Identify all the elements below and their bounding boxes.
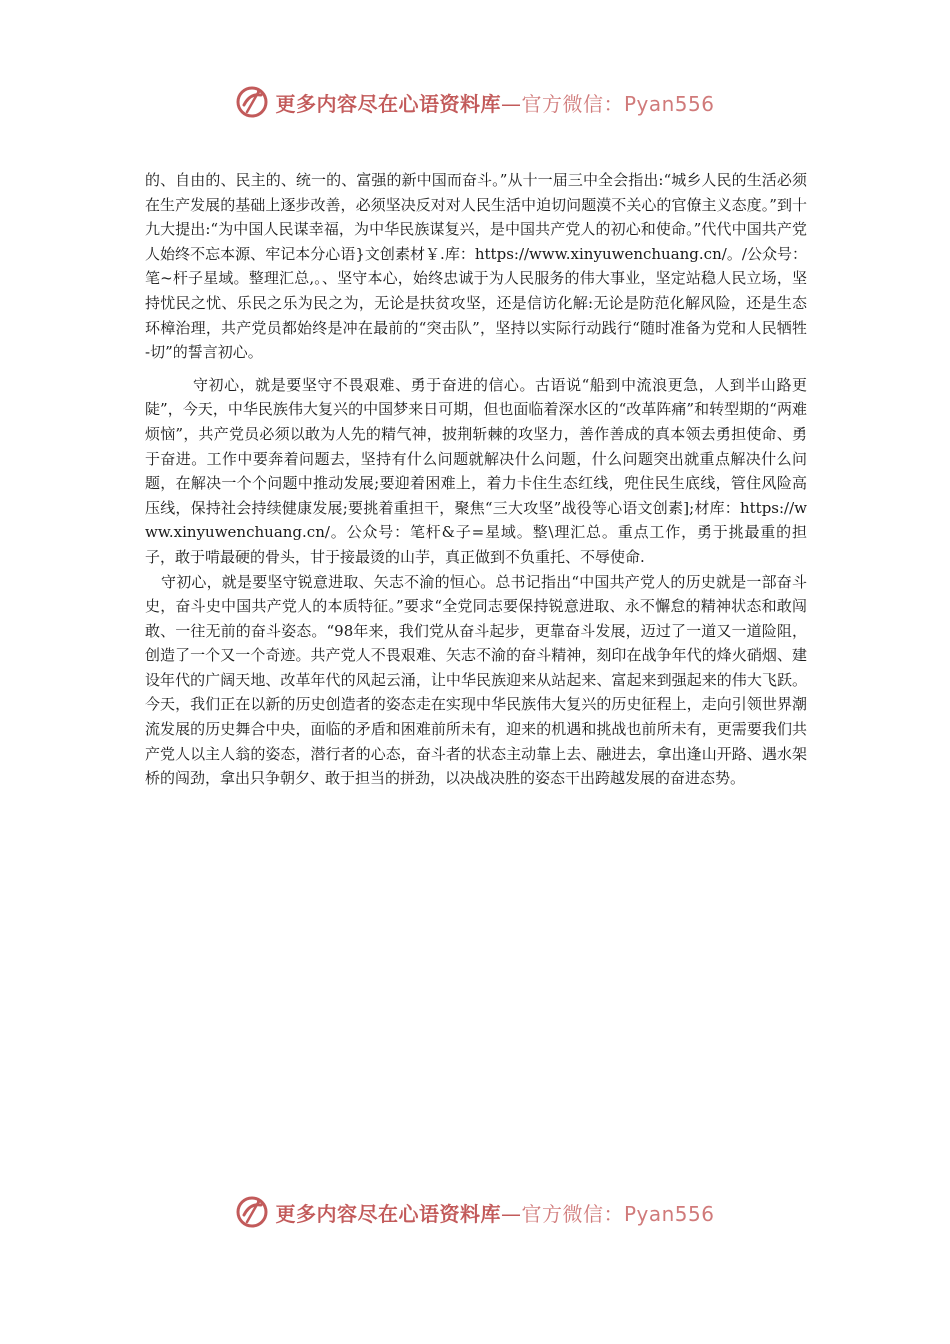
- header-brand-text: 更多内容尽在心语资料库: [275, 91, 501, 116]
- footer-banner-text: [275, 1198, 714, 1227]
- footer-banner-inner: [235, 1195, 714, 1229]
- footer-separator: —: [500, 1201, 522, 1226]
- footer-brand-logo-icon: [235, 1195, 269, 1229]
- paragraph-1: 的、自由的、民主的、统一的、富强的新中国而奋斗。”从十一届三中全会指出:“城乡人民的生活必须在生产发展的基础上逐步改善，必须坚决反对对人民生活中迫切问题漠不关心的官僚主义态度。”到十九大提出:“为中国人民谋幸福，为中华民族谋复兴，是中国共产党人的初心和使命。”代代中国共产党人始终不忘本源、牢记本分心语}文创素材￥.库：https://www.xinyuwenchuang.cn/。/公众号：笔~杆子星域。整理汇总,。、坚守本心，始终忠诚于为人民服务的伟大事业，坚定站稳人民立场，坚持忧民之忧、乐民之乐为民之为，无论是扶贫攻坚，还是信访化解:无论是防范化解风险，还是生态环樟治理，共产党员都始终是冲在最前的“突击队”，坚持以实际行动践行“随时准备为党和人民牺牲 -切”的誓言初心。: [145, 171, 807, 362]
- footer-wechat-text: 官方微信：Pyan556: [521, 1201, 715, 1226]
- brand-logo-icon: [235, 85, 269, 119]
- header-wechat-text: 官方微信：Pyan556: [521, 91, 715, 116]
- header-separator: —: [500, 91, 522, 116]
- paragraph-3: 守初心，就是要坚守锐意进取、矢志不渝的恒心。总书记指出“中国共产党人的历史就是一部奋斗史，奋斗史中国共产党人的本质特征。”要求“全党同志要保持锐意进取、永不懈怠的精神状态和敢闯敢、一往无前的奋斗姿态。“98年来，我们党从奋斗起步，更靠奋斗发展，迈过了一道又一道险阻，创造了一个又一个奇迹。共产党人不畏艰难、矢志不渝的奋斗精神，刻印在战争年代的烽火硝烟、建设年代的广阔天地、改革年代的风起云涌，让中华民族迎来从站起来、富起来到强起来的伟大飞跃。今天，我们正在以新的历史创造者的姿态走在实现中华民族伟大复兴的历史征程上，走向引领世界潮流发展的历史舞合中央，面临的矛盾和困难前所未有，迎来的机遇和挑战也前所未有，更需要我们共产党人以主人翁的姿态，潜行者的心态，奋斗者的状态主动靠上去、融进去，拿出逢山开路、遇水架桥的闯劲，拿出只争朝夕、敢于担当的拼劲，以决战决胜的姿态干出跨越发展的奋进态势。: [145, 572, 807, 788]
- document-body: [145, 168, 807, 791]
- footer-banner: [0, 1190, 950, 1234]
- header-banner: [0, 80, 950, 124]
- footer-brand-text: 更多内容尽在心语资料库: [275, 1201, 501, 1226]
- header-banner-inner: [235, 85, 714, 119]
- header-banner-text: [275, 88, 714, 117]
- paragraph-2: 守初心，就是要坚守不畏艰难、勇于奋进的信心。古语说“船到中流浪更急，人到半山路更陡”，今天，中华民族伟大复兴的中国梦来日可期，但也面临着深水区的“改革阵痛”和转型期的“两难烦恼”，共产党员必须以敢为人先的精气神，披荆斩棘的攻坚力，善作善成的真本领去勇担使命、勇于奋进。工作中要奔着问题去，坚持有什么问题就解决什么问题，什么问题突出就重点解决什么问题，在解决一个个问题中推动发展;要迎着困难上，着力卡住生态红线，兜住民生底线，管住风险高压线，保持社会持续健康发展;要挑着重担干，聚焦“三大攻坚”战役等心语文创素];材库：https://www.xinyuwenchuang.cn/。公众号：笔杆&子=星域。整\理汇总。重点工作，勇于挑最重的担子，敢于啃最硬的骨头，甘于接最烫的山芋，真正做到不负重托、不辱使命.: [145, 375, 807, 566]
